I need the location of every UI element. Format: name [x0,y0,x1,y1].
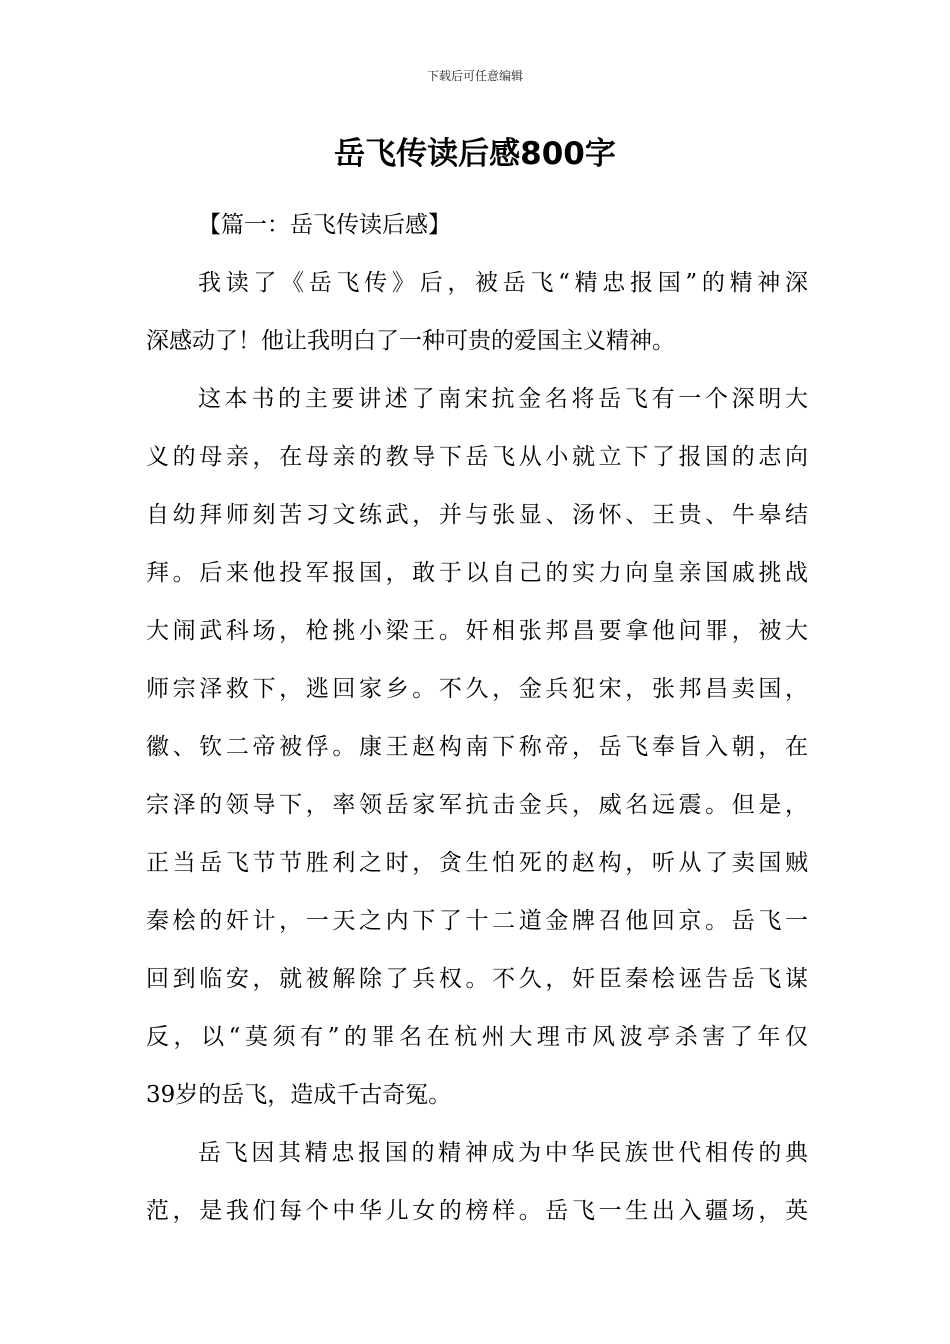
paragraph-line: 深感动了！他让我明白了一种可贵的爱国主义精神。 [146,328,675,354]
paragraph-2 [146,370,808,1124]
paragraph-line: 这本书的主要讲述了南宋抗金名将岳飞有一个深明大 [198,386,808,412]
paragraph-line: 大闹武科场，枪挑小梁王。奸相张邦昌要拿他问罪，被大 [146,618,808,644]
header-note: 下载后可任意编辑 [426,69,523,83]
document-title: 岳飞传读后感800字 [334,136,616,172]
paragraph-line: 师宗泽救下，逃回家乡。不久，金兵犯宋，张邦昌卖国， [146,676,808,702]
paragraph-3 [146,1124,808,1240]
paragraph-line: 徽、钦二帝被俘。康王赵构南下称帝，岳飞奉旨入朝，在 [146,734,808,760]
paragraph-line: 正当岳飞节节胜利之时，贪生怕死的赵构，听从了卖国贼 [146,850,808,876]
paragraph-line: 拜。后来他投军报国，敢于以自己的实力向皇亲国戚挑战 [146,560,808,586]
paragraph-line: 我读了《岳飞传》后，被岳飞“精忠报国”的精神深 [198,270,808,296]
section-heading: 【篇一：岳飞传读后感】 [198,212,451,238]
paragraph-line: 义的母亲，在母亲的教导下岳飞从小就立下了报国的志向 [146,444,808,470]
paragraph-line: 宗泽的领导下，率领岳家军抗击金兵，威名远震。但是， [146,792,808,818]
document-body [146,196,808,1240]
paragraph-line: 范，是我们每个中华儿女的榜样。岳飞一生出入疆场，英 [146,1198,808,1224]
paragraph-line: 秦桧的奸计，一天之内下了十二道金牌召他回京。岳飞一 [146,908,808,934]
paragraph-line: 39岁的岳飞，造成千古奇冤。 [146,1082,452,1108]
paragraph-line: 自幼拜师刻苦习文练武，并与张显、汤怀、王贵、牛皋结 [146,502,808,528]
paragraph-line: 回到临安，就被解除了兵权。不久，奸臣秦桧诬告岳飞谋 [146,966,808,992]
paragraph-line: 反，以“莫须有”的罪名在杭州大理市风波亭杀害了年仅 [146,1024,808,1050]
paragraph-1 [146,254,808,370]
paragraph-line: 岳飞因其精忠报国的精神成为中华民族世代相传的典 [198,1140,808,1166]
